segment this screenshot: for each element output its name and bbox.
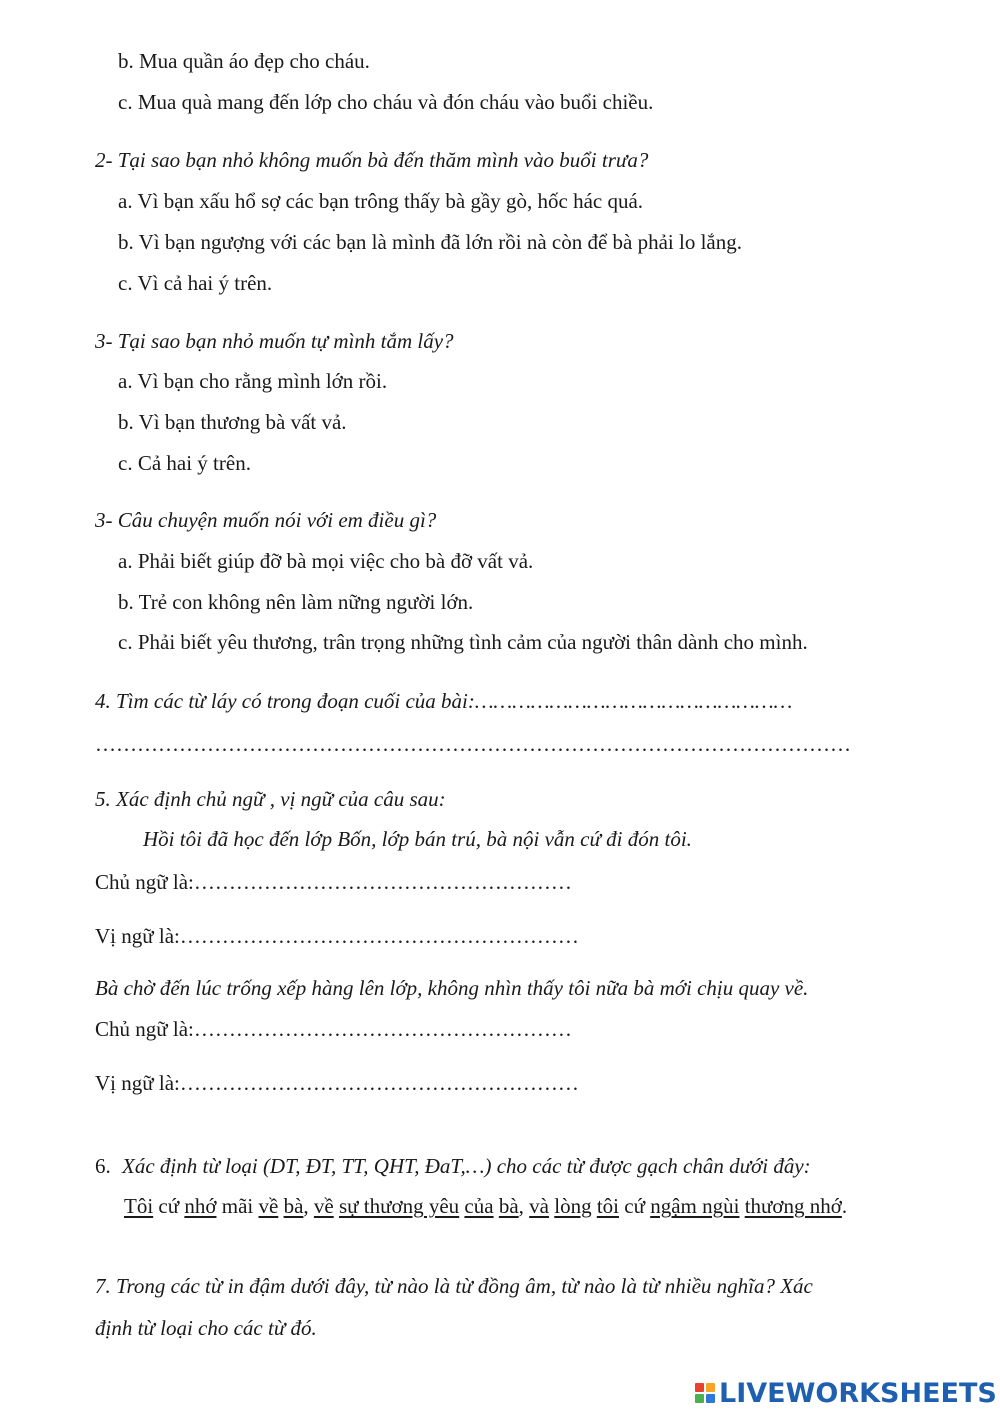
underlined-word[interactable]: nhớ xyxy=(184,1194,217,1218)
logo-square xyxy=(695,1383,704,1392)
q4-answer-line[interactable]: ……………………………………………………………………………………………… xyxy=(95,732,851,756)
q5-sentence-2: Bà chờ đến lúc trống xếp hàng lên lớp, không nhìn thấy tôi nữa bà mới chịu quay về. xyxy=(95,976,809,1000)
q3b-option-c: c. Phải biết yêu thương, trân trọng những tình cảm của người thân dành cho mình. xyxy=(118,630,808,654)
underlined-word[interactable]: về xyxy=(258,1194,279,1218)
q4-question: 4. Tìm các từ láy có trong đoạn cuối của bài:…………………………………………… xyxy=(95,689,793,713)
q7-question-line-2: định từ loại cho các từ đó. xyxy=(95,1316,317,1340)
q2-option-a: a. Vì bạn xấu hổ sợ các bạn trông thấy bà gầy gò, hốc hác quá. xyxy=(118,189,644,213)
text-segment: . xyxy=(841,1194,848,1218)
q6-question: Xác định từ loại (DT, ĐT, TT, QHT, ĐaT,…) cho các từ được gạch chân dưới đây: xyxy=(122,1154,811,1178)
q3b-option-a: a. Phải biết giúp đỡ bà mọi việc cho bà đỡ vất vả. xyxy=(118,549,534,573)
underlined-word[interactable]: của xyxy=(464,1194,494,1218)
underlined-word[interactable]: và xyxy=(529,1194,549,1218)
liveworksheets-logo[interactable] xyxy=(695,1376,997,1410)
q3b-question: 3- Câu chuyện muốn nói với em điều gì? xyxy=(95,508,437,532)
q3a-question: 3- Tại sao bạn nhỏ muốn tự mình tắm lấy? xyxy=(95,329,454,353)
underlined-word[interactable]: tôi xyxy=(596,1194,619,1218)
q7-question-line-1: 7. Trong các từ in đậm dưới đây, từ nào là từ đồng âm, từ nào là từ nhiều nghĩa? Xác xyxy=(95,1274,813,1298)
underlined-word[interactable]: Tôi xyxy=(124,1194,154,1218)
underlined-word[interactable]: sự thương yêu xyxy=(338,1194,460,1218)
q3a-option-c: c. Cả hai ý trên. xyxy=(118,451,251,475)
q1-option-c: c. Mua quà mang đến lớp cho cháu và đón cháu vào buổi chiều. xyxy=(118,90,654,114)
q3b-option-b: b. Trẻ con không nên làm nững người lớn. xyxy=(118,590,474,614)
logo-square xyxy=(706,1383,715,1392)
q5-subject-1[interactable]: Chủ ngữ là:……………………………………………… xyxy=(95,870,572,894)
q5-predicate-1[interactable]: Vị ngữ là:………………………………………………… xyxy=(95,924,579,948)
q1-option-b: b. Mua quần áo đẹp cho cháu. xyxy=(118,49,370,73)
q5-sentence-1: Hồi tôi đã học đến lớp Bốn, lớp bán trú, bà nội vẫn cứ đi đón tôi. xyxy=(143,827,692,851)
underlined-word[interactable]: bà xyxy=(283,1194,304,1218)
q6-sentence xyxy=(124,1193,847,1219)
text-segment: , xyxy=(518,1194,530,1218)
q2-option-c: c. Vì cả hai ý trên. xyxy=(118,271,273,295)
logo-square xyxy=(706,1394,715,1403)
underlined-word[interactable]: bà xyxy=(498,1194,519,1218)
q3a-option-a: a. Vì bạn cho rằng mình lớn rồi. xyxy=(118,369,388,393)
q2-question: 2- Tại sao bạn nhỏ không muốn bà đến thăm mình vào buổi trưa? xyxy=(95,148,649,172)
q6-number: 6. xyxy=(95,1154,111,1178)
q3a-option-b: b. Vì bạn thương bà vất vả. xyxy=(118,410,347,434)
q5-predicate-2[interactable]: Vị ngữ là:………………………………………………… xyxy=(95,1071,579,1095)
q5-subject-2[interactable]: Chủ ngữ là:……………………………………………… xyxy=(95,1017,572,1041)
text-segment: cứ xyxy=(619,1194,651,1218)
logo-square xyxy=(695,1394,704,1403)
logo-text: LIVEWORKSHEETS xyxy=(719,1377,997,1409)
q5-question: 5. Xác định chủ ngữ , vị ngữ của câu sau: xyxy=(95,787,446,811)
text-segment: , xyxy=(303,1194,314,1218)
text-segment: mãi xyxy=(216,1194,259,1218)
underlined-word[interactable]: về xyxy=(313,1194,334,1218)
underlined-word[interactable]: thương nhớ xyxy=(744,1194,842,1218)
text-segment: cứ xyxy=(153,1194,185,1218)
q2-option-b: b. Vì bạn ngượng với các bạn là mình đã lớn rồi nà còn để bà phải lo lắng. xyxy=(118,230,742,254)
liveworksheets-icon xyxy=(695,1383,715,1403)
q6-question-line xyxy=(95,1153,811,1179)
underlined-word[interactable]: ngậm ngùi xyxy=(650,1194,740,1218)
underlined-word[interactable]: lòng xyxy=(554,1194,592,1218)
